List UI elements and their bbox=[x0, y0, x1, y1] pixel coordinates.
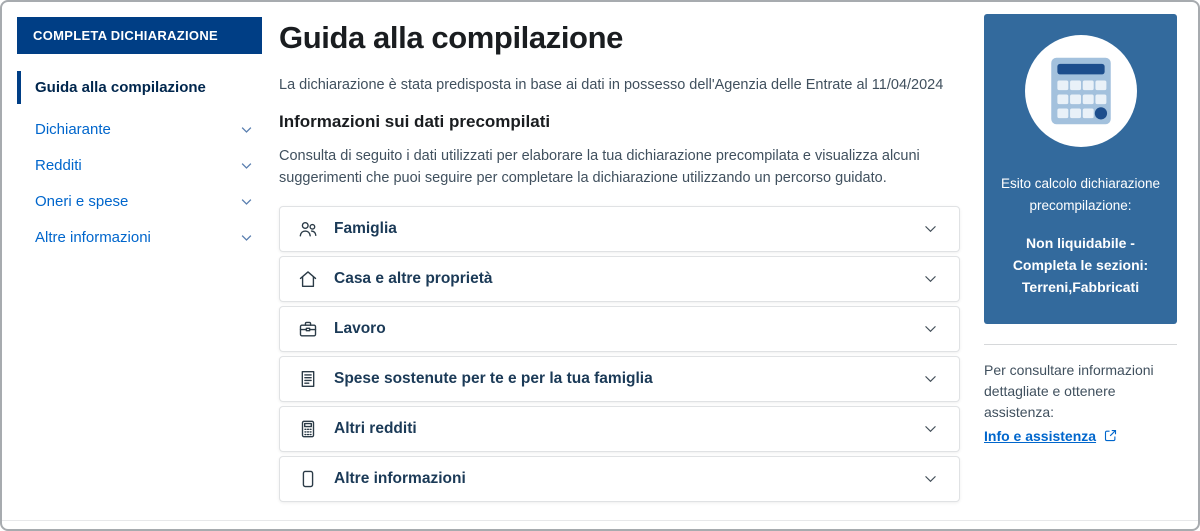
calculator-illustration bbox=[1025, 35, 1137, 147]
chevron-down-icon bbox=[922, 320, 939, 337]
sidebar-item-label: Altre informazioni bbox=[35, 229, 151, 246]
sidebar-item-redditi[interactable] bbox=[17, 149, 262, 182]
accordion-lavoro[interactable] bbox=[279, 306, 960, 352]
accordion-spese-sostenute-per-te-e-per-la-tua-famiglia[interactable] bbox=[279, 356, 960, 402]
right-column-divider bbox=[984, 344, 1177, 345]
section-heading: Informazioni sui dati precompilati bbox=[279, 112, 551, 131]
sidebar-item-dichiarante[interactable] bbox=[17, 113, 262, 146]
calculator-icon bbox=[297, 418, 319, 440]
chevron-down-icon bbox=[239, 122, 254, 137]
page-bottom-divider bbox=[2, 520, 1198, 521]
accordion-label: Lavoro bbox=[334, 319, 386, 337]
page-title: Guida alla compilazione bbox=[279, 20, 623, 55]
sidebar-item-label: Guida alla compilazione bbox=[35, 79, 206, 96]
section-description: Consulta di seguito i dati utilizzati per elaborare la tua dichiarazione precompilata e visualizza alcuni suggerimenti che puoi seguire per completare la dichiarazione utilizzando un percorso guidato. bbox=[279, 148, 920, 187]
result-value: Non liquidabile - Completa le sezioni: Terreni,Fabbricati bbox=[1012, 234, 1149, 296]
info-assistance-link-label: Info e assistenza bbox=[984, 427, 1097, 444]
accordion-altri-redditi[interactable] bbox=[279, 406, 960, 452]
receipt-icon bbox=[297, 368, 319, 390]
briefcase-icon bbox=[297, 318, 319, 340]
accordion-label: Altre informazioni bbox=[334, 469, 466, 487]
accordion-label: Altri redditi bbox=[334, 419, 417, 437]
chevron-down-icon bbox=[922, 270, 939, 287]
accordion-label: Spese sostenute per te e per la tua famiglia bbox=[334, 369, 653, 387]
calculator-icon bbox=[1049, 56, 1113, 126]
people-icon bbox=[297, 218, 319, 240]
accordion-altre-informazioni[interactable] bbox=[279, 456, 960, 502]
sidebar-item-label: Redditi bbox=[35, 157, 82, 174]
chevron-down-icon bbox=[239, 230, 254, 245]
main-content bbox=[279, 16, 960, 506]
right-column bbox=[984, 14, 1177, 446]
chevron-down-icon bbox=[922, 220, 939, 237]
page-subtitle: La dichiarazione è stata predisposta in base ai dati in possesso dell'Agenzia delle Entrate al 11/04/2024 bbox=[279, 77, 944, 93]
accordion-casa-e-altre-propriet[interactable] bbox=[279, 256, 960, 302]
chevron-down-icon bbox=[239, 194, 254, 209]
chevron-down-icon bbox=[922, 420, 939, 437]
accordion-label: Casa e altre proprietà bbox=[334, 269, 493, 287]
assistance-text: Per consultare informazioni dettagliate e ottenere assistenza: bbox=[984, 361, 1154, 420]
document-icon bbox=[297, 468, 319, 490]
sidebar bbox=[17, 17, 262, 257]
accordion-label: Famiglia bbox=[334, 219, 397, 237]
external-link-icon bbox=[1103, 428, 1118, 443]
sidebar-item-label: Dichiarante bbox=[35, 121, 111, 138]
sidebar-item-oneri-e-spese[interactable] bbox=[17, 185, 262, 218]
sidebar-item-altre-informazioni[interactable] bbox=[17, 221, 262, 254]
sidebar-nav bbox=[17, 71, 262, 254]
info-assistance-link[interactable] bbox=[984, 428, 1118, 444]
sidebar-header: COMPLETA DICHIARAZIONE bbox=[17, 17, 262, 54]
chevron-down-icon bbox=[239, 158, 254, 173]
chevron-down-icon bbox=[922, 470, 939, 487]
house-icon bbox=[297, 268, 319, 290]
accordion-list bbox=[279, 206, 960, 502]
accordion-famiglia[interactable] bbox=[279, 206, 960, 252]
result-card bbox=[984, 14, 1177, 324]
result-label: Esito calcolo dichiarazione precompilazione: bbox=[1000, 176, 1161, 214]
sidebar-item-guida-alla-compilazione[interactable] bbox=[17, 71, 262, 104]
chevron-down-icon bbox=[922, 370, 939, 387]
sidebar-item-label: Oneri e spese bbox=[35, 193, 129, 210]
